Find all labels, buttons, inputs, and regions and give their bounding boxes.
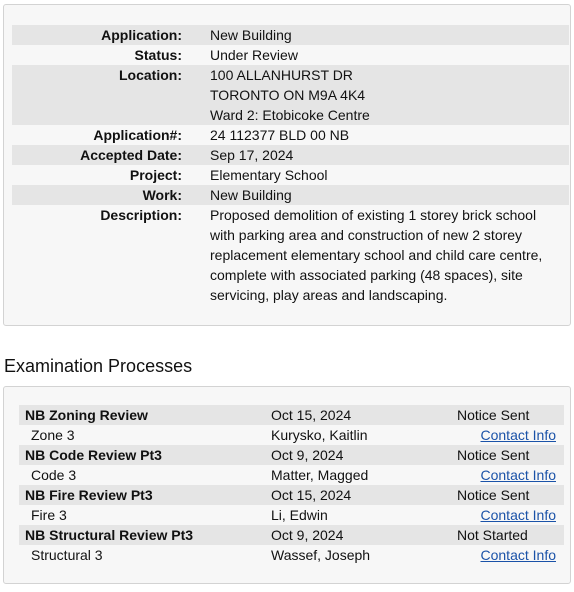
examiner-name: Matter, Magged — [271, 465, 457, 485]
detail-row-project — [12, 165, 569, 185]
examiner-name: Wassef, Joseph — [271, 545, 457, 565]
process-name: NB Fire Review Pt3 — [19, 485, 271, 505]
description-line: complete with associated parking (48 spaces), site — [210, 267, 523, 283]
process-row — [19, 405, 564, 425]
process-status: Notice Sent — [457, 445, 564, 465]
detail-value — [210, 65, 569, 125]
accepted-date: Sep 17, 2024 — [210, 147, 294, 163]
process-row — [19, 445, 564, 465]
detail-label: Application#: — [12, 125, 210, 145]
description-line: servicing, play areas and landscaping. — [210, 287, 448, 303]
process-date: Oct 9, 2024 — [271, 525, 457, 545]
description-line: Proposed demolition of existing 1 storey brick school — [210, 207, 537, 223]
detail-value — [210, 165, 569, 185]
detail-label: Application: — [12, 25, 210, 45]
detail-value — [210, 145, 569, 165]
location-ward: Ward 2: Etobicoke Centre — [210, 107, 370, 123]
detail-value — [210, 25, 569, 45]
process-date: Oct 15, 2024 — [271, 485, 457, 505]
project-value: Elementary School — [210, 167, 328, 183]
examination-processes-panel — [3, 386, 571, 584]
detail-row-location — [12, 65, 569, 125]
detail-row-description — [12, 205, 569, 305]
status-value: Under Review — [210, 47, 298, 63]
examination-processes-heading: Examination Processes — [4, 356, 193, 376]
process-name: NB Structural Review Pt3 — [19, 525, 271, 545]
examiner-name: Li, Edwin — [271, 505, 457, 525]
process-status: Notice Sent — [457, 405, 564, 425]
process-date: Oct 9, 2024 — [271, 445, 457, 465]
process-date: Oct 15, 2024 — [271, 405, 457, 425]
detail-value — [210, 45, 569, 65]
process-status: Notice Sent — [457, 485, 564, 505]
process-status: Not Started — [457, 525, 564, 545]
contact-info-link[interactable]: Contact Info — [480, 507, 556, 523]
examiner-name: Kurysko, Kaitlin — [271, 425, 457, 445]
detail-label: Work: — [12, 185, 210, 205]
detail-row-application-number — [12, 125, 569, 145]
process-name: NB Zoning Review — [19, 405, 271, 425]
detail-label: Description: — [12, 205, 210, 305]
process-row — [19, 525, 564, 545]
process-detail-row — [19, 545, 564, 565]
process-type: Zone 3 — [19, 425, 271, 445]
contact-info-link[interactable]: Contact Info — [480, 467, 556, 483]
examination-processes-table — [19, 405, 564, 565]
process-detail-row — [19, 505, 564, 525]
location-city: TORONTO ON M9A 4K4 — [210, 87, 366, 103]
process-type: Fire 3 — [19, 505, 271, 525]
process-detail-row — [19, 425, 564, 445]
description-line: with parking area and construction of new 2 storey — [210, 227, 523, 243]
process-type: Code 3 — [19, 465, 271, 485]
detail-row-application — [12, 25, 569, 45]
application-details-table — [12, 25, 569, 305]
detail-label: Status: — [12, 45, 210, 65]
application-number: 24 112377 BLD 00 NB — [210, 127, 350, 143]
contact-info-link[interactable]: Contact Info — [480, 547, 556, 563]
process-detail-row — [19, 465, 564, 485]
location-street: 100 ALLANHURST DR — [210, 67, 353, 83]
description-line: replacement elementary school and child care centre, — [210, 247, 543, 263]
detail-row-status — [12, 45, 569, 65]
work-value: New Building — [210, 187, 292, 203]
detail-value — [210, 125, 569, 145]
process-type: Structural 3 — [19, 545, 271, 565]
detail-value — [210, 185, 569, 205]
detail-label: Project: — [12, 165, 210, 185]
process-row — [19, 485, 564, 505]
application-details-panel — [3, 4, 571, 326]
detail-value — [210, 205, 569, 305]
contact-info-link[interactable]: Contact Info — [480, 427, 556, 443]
detail-row-accepted-date — [12, 145, 569, 165]
detail-row-work — [12, 185, 569, 205]
application-type: New Building — [210, 27, 292, 43]
process-name: NB Code Review Pt3 — [19, 445, 271, 465]
detail-label: Accepted Date: — [12, 145, 210, 165]
detail-label: Location: — [12, 65, 210, 125]
